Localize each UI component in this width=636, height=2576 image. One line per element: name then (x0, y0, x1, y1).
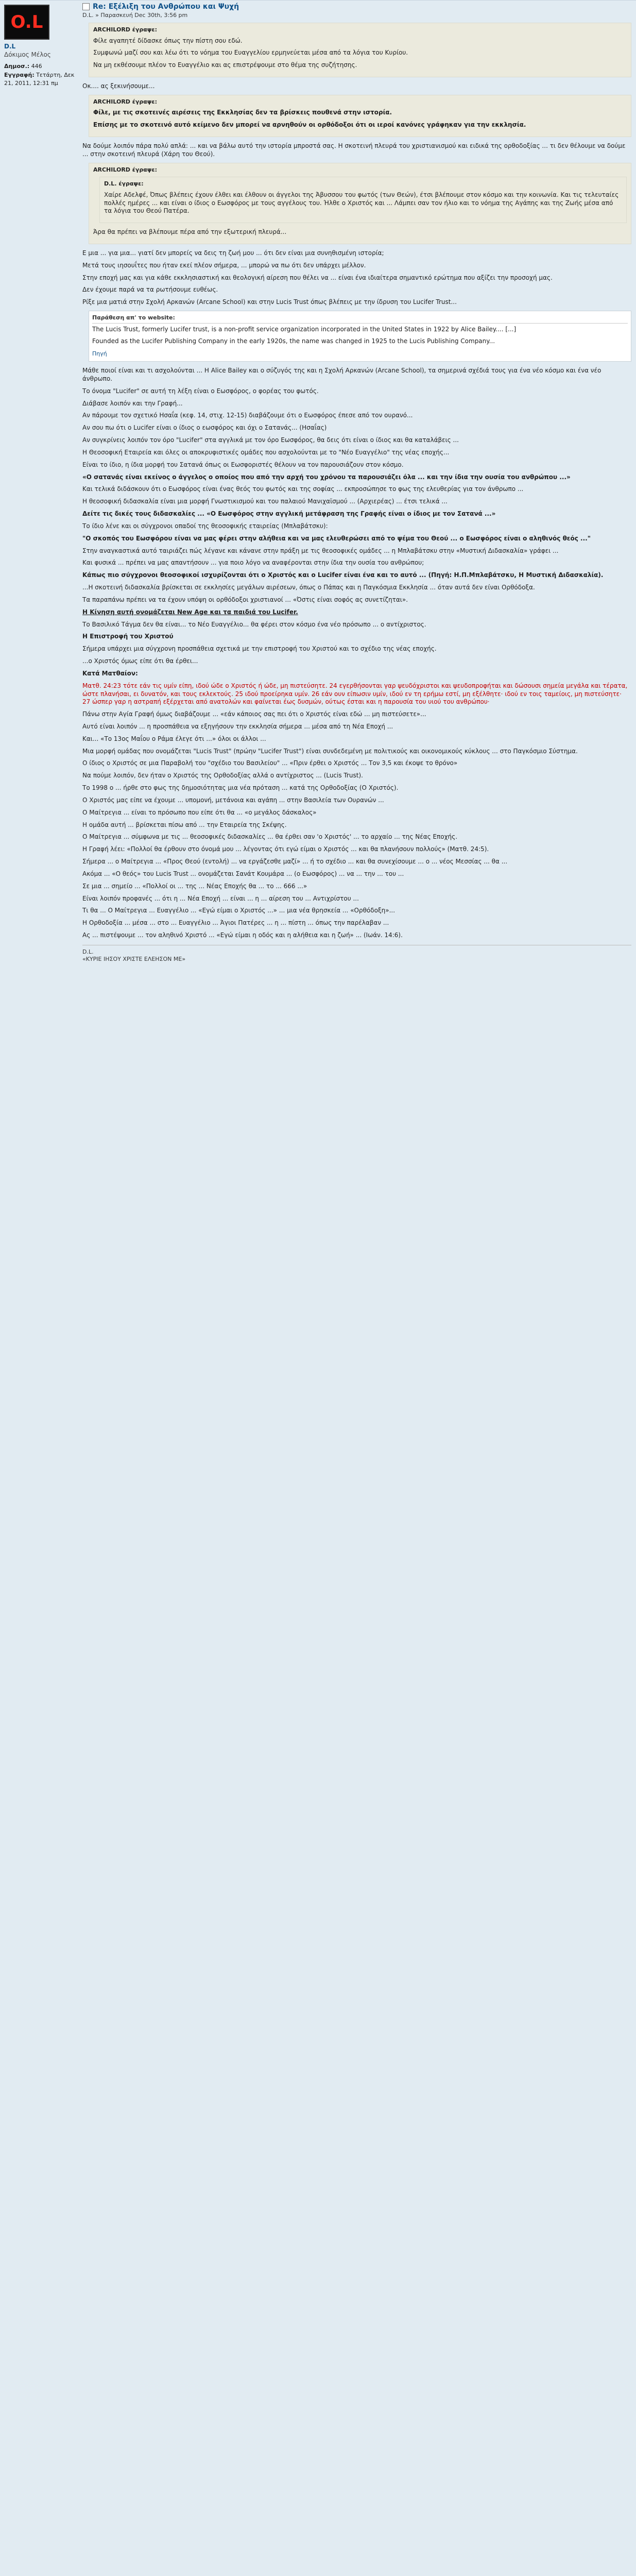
quote-line: Φίλε αγαπητέ δίδασκε όπως την πίστη σου εδώ. (93, 37, 243, 44)
quote-line: The Lucis Trust, formerly Lucifer trust, is a non-profit service organization incorporated in the United States in 1922 by Alice Bailey.... [...] (92, 325, 517, 333)
post-title[interactable]: Re: Εξέλιξη του Ανθρώπου και Ψυχή (93, 3, 239, 11)
paragraph: Αν συγκρίνεις λοιπόν τον όρο "Lucifer" στα αγγλικά με τον όρο Εωσφόρος, θα δεις ότι είναι ο ίδιος και θα καταλάβεις ... (82, 436, 459, 444)
paragraph: Η Ορθοδοξία ... μέσα ... στο ... Ευαγγέλιο ... Άγιοι Πατέρες ... η ... πίστη ... όπως την παρέλαβαν ... (82, 919, 389, 927)
paragraph: Είναι το ίδιο, η ίδια μορφή του Σατανά όπως οι Εωσφοριστές θέλουν να τον παρουσιάζουν στον κόσμο. (82, 461, 404, 468)
paragraph: ...ο Χριστός όμως είπε ότι θα έρθει... (82, 657, 198, 665)
quote (89, 95, 631, 137)
quote-line: Φίλε, με τις σκοτεινές αιρέσεις της Εκκλησίας δεν τα βρίσκεις πουθενά στην ιστορία. (93, 109, 392, 116)
paragraph: Να δούμε λοιπόν πάρα πολύ απλά: ... και να βάλω αυτό την ιστορία μπροστά σας. Η σκοτεινή πλευρά του χριστιανισμού και ειδικά της ορθοδοξίας ... τι δεν θέλουμε να δούμε ... στην σκοτεινή πλευρά (Χάρη του Θεού). (82, 142, 626, 158)
paragraph: Ο Μαίτρεγια ... σύμφωνα με τις ... θεοσοφικές διδασκαλίες ... θα έρθει σαν 'ο Χριστός' ... το αρχαίο ... της Νέας Εποχής. (82, 833, 458, 841)
section-heading: Η Επιστροφή του Χριστού (82, 633, 174, 640)
author-name[interactable]: D.L (4, 43, 16, 50)
avatar[interactable]: O.L (4, 5, 49, 40)
paragraph: "Ο σκοπός του Εωσφόρου είναι να μας φέρει στην αλήθεια και να μας ελευθερώσει από το ψέμα του Θεού ... ο Εωσφόρος είναι ο αληθινός θεός ..." (82, 534, 591, 542)
quote-header: D.L. έγραψε: (104, 180, 144, 188)
paragraph: Και τελικά διδάσκουν ότι ο Εωσφόρος είναι ένας θεός του φωτός και της σοφίας ... εκπροσώπησε το φως της ελευθερίας για τον άνθρωπο ... (82, 485, 524, 493)
reply-line: Οκ.... ας ξεκινήσουμε... (82, 82, 155, 90)
paragraph: Η Κίνηση αυτή ονομάζεται New Age και τα παιδιά του Lucifer. (82, 608, 298, 616)
quote-line: Άρα θα πρέπει να βλέπουμε πέρα από την εξωτερική πλευρά... (93, 228, 287, 236)
paragraph: Είναι λοιπόν προφανές ... ότι η ... Νέα Εποχή ... είναι ... η ... αίρεση του ... Αντιχρίστου ... (82, 894, 359, 902)
quote-line: Συμφωνώ μαζί σου και λέω ότι το νόημα του Ευαγγελίου ερμηνεύεται μέσα από τα λόγια του Κυρίου. (93, 49, 408, 57)
paragraph: Τι θα ... Ο Μαίτρεγια ... Ευαγγέλιο ... «Εγώ είμαι ο Χριστός ...» ... μια νέα θρησκεία ... «Ορθόδοξη»... (82, 907, 396, 914)
paragraph: Μια μορφή ομάδας που ονομάζεται "Lucis Trust" (πρώην "Lucifer Trust") είναι συνδεδεμένη με πολιτικούς και οικονομικούς κύκλους ... στο Παγκόσμιο Σύστημα. (82, 747, 578, 755)
quote-line: Επίσης με το σκοτεινό αυτό κείμενο δεν μπορεί να αρνηθούν οι ορθόδοξοι ότι οι ιεροί κανόνες γράφηκαν για την εκκλησία. (93, 121, 526, 129)
paragraph: Το Βασιλικό Τάγμα δεν θα είναι... το Νέο Ευαγγέλιο... θα φέρει στον κόσμο ένα νέο πρόσωπο ... ο αντίχριστος. (82, 620, 426, 628)
paragraph: Κατά Ματθαίον: (82, 669, 138, 677)
author-rank: Δόκιμος Μέλος (4, 51, 51, 58)
paragraph: Στην εποχή μας και για κάθε εκκλησιαστική και θεολογική αίρεση που θέλει να ... είναι ένα ιδιαίτερα σημαντικό ερώτημα που αξίζει την προσοχή μας. (82, 274, 553, 281)
registered-label: Εγγραφή: (4, 71, 35, 78)
quote-box-title: Παράθεση απ' το website: (92, 314, 175, 321)
paragraph: Σήμερα ... ο Μαίτρεγια ... «Προς Θεού (εντολή) ... να εργάζεσθε μαζί» ... ή το σχέδιο ... και θα συνεχίσουμε ... ο ... νέος Μεσσίας ... θα ... (82, 858, 508, 866)
posts-label: Δημοσ.: (4, 63, 30, 70)
paragraph: Η Γραφή λέει: «Πολλοί θα έρθουν στο όνομά μου ... λέγοντας ότι εγώ είμαι ο Χριστός ... και θα πλανήσουν πολλούς» (Ματθ. 24:5). (82, 845, 489, 853)
paragraph: Δεν έχουμε παρά να τα ρωτήσουμε ευθέως. (82, 286, 218, 294)
post-meta: D.L. » Παρασκευή Dec 30th, 3:56 pm (82, 12, 188, 19)
quote-line: Founded as the Lucifer Publishing Company in the early 1920s, the name was changed in 1925 to the Lucis Publishing Company... (92, 337, 495, 345)
signature-text: «ΚΥΡΙΕ ΙΗΣΟΥ ΧΡΙΣΤΕ ΕΛΕΗΣΟΝ ΜΕ» (82, 956, 186, 963)
post-author-panel (4, 5, 81, 88)
paragraph: Το 1998 ο ... ήρθε στο φως της δημοσιότητας μια νέα πρόταση ... κατά της Ορθοδοξίας (Ο Χριστός). (82, 784, 399, 792)
paragraph: Αν πάρουμε τον σχετικό Ησαΐα (κεφ. 14, στιχ. 12-15) διαβάζουμε ότι ο Εωσφόρος έπεσε από τον ουρανό... (82, 412, 413, 419)
signature-name: D.L. (82, 948, 94, 955)
paragraph: ...Η σκοτεινή διδασκαλία βρίσκεται σε εκκλησίες μεγάλων αιρέσεων, όπως ο Πάπας και η Παγκόσμια Εκκλησία ... όταν αυτά δεν είναι Ορθόδοξα. (82, 584, 535, 591)
signature (82, 945, 631, 963)
paragraph: Η θεοσοφική διδασκαλία είναι μια μορφή Γνωστικισμού και του παλαιού Μανιχαϊσμού ... (Αρχιερέας) ... έτσι τελικά ... (82, 498, 448, 505)
paragraph: Ο Χριστός μας είπε να έχουμε ... υπομονή, μετάνοια και αγάπη ... στην Βασιλεία των Ουρανών ... (82, 796, 384, 804)
paragraph: Σε μια ... σημείο ... «Πολλοί οι ... της ... Νέας Εποχής θα ... το ... 666 ...» (82, 882, 307, 890)
post-content (82, 23, 631, 963)
source-link[interactable]: Πηγή (92, 350, 107, 358)
paragraph: Αν σου πω ότι ο Lucifer είναι ο ίδιος ο εωσφόρος και όχι ο Σατανάς... (Ησαΐας) (82, 424, 327, 432)
paragraph: Ο Μαίτρεγια ... είναι το πρόσωπο που είπε ότι θα ... «ο μεγάλος δάσκαλος» (82, 808, 317, 816)
paragraph: Στην αναγκαστικά αυτό ταιριάζει πώς λέγανε και κάνανε στην πράξη με τις θεοσοφικές ομάδες ... η Μπλαβάτσκυ στην «Μυστική Διδασκαλία» γράφει ... (82, 547, 559, 554)
paragraph: Το όνομα "Lucifer" σε αυτή τη λέξη είναι ο Εωσφόρος, ο φορέας του φωτός. (82, 387, 319, 395)
paragraph: Διάβασε λοιπόν και την Γραφή... (82, 399, 183, 407)
paragraph: Να πούμε λοιπόν, δεν ήταν ο Χριστός της Ορθοδοξίας αλλά ο αντίχριστος ... (Lucis Trust). (82, 772, 363, 779)
paragraph: Τα παραπάνω πρέπει να τα έχουν υπόψη οι ορθόδοξοι χριστιανοί ... «Όστις είναι σοφός ας συνετίζηται». (82, 596, 408, 603)
quote (89, 163, 631, 244)
posts-value: 446 (31, 63, 42, 70)
paragraph: Δείτε τις δικές τους διδασκαλίες ... «Ο Εωσφόρος στην αγγλική μετάφραση της Γραφής είναι ο ίδιος με τον Σατανά ...» (82, 510, 496, 518)
paragraph: Ε μια ... για μια... γιατί δεν μπορείς να δεις τη ζωή μου ... ότι δεν είναι μια συνηθισμένη ιστορία; (82, 249, 384, 257)
quote-header: ARCHILORD έγραψε: (93, 26, 158, 33)
paragraph: Ακόμα ... «Ο θεός» του Lucis Trust ... ονομάζεται Σανάτ Κουμάρα ... (ο Εωσφόρος) ... να ... την ... του ... (82, 870, 404, 877)
paragraph: Αυτό είναι λοιπόν ... η προσπάθεια να εξηγήσουν την εκκλησία σήμερα ... μέσα από τη Νέα Εποχή ... (82, 722, 393, 730)
paragraph: Κάπως πιο σύγχρονοι θεοσοφικοί ισχυρίζονται ότι ο Χριστός και ο Lucifer είναι ένα και το αυτό ... (Πηγή: Η.Π.Μπλαβάτσκυ, Η Μυστική Διδασκαλία). (82, 571, 604, 579)
paragraph: Και φυσικά ... πρέπει να μας απαντήσουν ... για ποιο λόγο να αναφέρονται στην ίδια την ουσία του ανθρώπου; (82, 559, 424, 567)
paragraph: Πάνω στην Αγία Γραφή όμως διαβάζουμε ... «εάν κάποιος σας πει ότι ο Χριστός είναι εδώ ... μη πιστεύσετε»... (82, 710, 426, 718)
post-title-row (82, 3, 631, 11)
post-body (82, 1, 631, 963)
quote (89, 23, 631, 77)
registered-value: Τετάρτη, Δεκ 21, 2011, 12:31 πμ (4, 71, 75, 87)
paragraph: Σήμερα υπάρχει μια σύγχρονη προσπάθεια σχετικά με την επιστροφή του Χριστού και το σχέδιο της νέας εποχής. (82, 645, 437, 653)
paragraph: Το ίδιο λένε και οι σύγχρονοι οπαδοί της θεοσοφικής εταιρείας (Μπλαβάτσκυ): (82, 522, 328, 530)
paragraph: Ρίξε μια ματιά στην Σχολή Αρκανών (Arcane School) και στην Lucis Trust όπως βλέπεις με την ίδρυση του Lucifer Trust... (82, 298, 457, 306)
paragraph: Ο ίδιος ο Χριστός σε μια Παραβολή του "σχέδιο του Βασιλείου" ... «Πριν έρθει ο Χριστός ... Τον 3,5 και έκοψε το θρόνο» (82, 759, 458, 767)
paragraph: Μετά τους ιησουΐτες που ήταν εκεί πλέον σήμερα, ... μπορώ να πω ότι δεν υπάρχει μέλλον. (82, 261, 366, 269)
quote-header: ARCHILORD έγραψε: (93, 166, 158, 173)
paragraph: Η Θεοσοφική Εταιρεία και όλες οι αποκρυφιστικές ομάδες που ασχολούνται με το "Νέο Ευαγγέλιο" της νέας εποχής... (82, 448, 450, 456)
quote-box (89, 311, 631, 362)
paragraph: Η ομάδα αυτή ... βρίσκεται πίσω από ... την Εταιρεία της Σκέψης. (82, 821, 287, 828)
quote-box-header (92, 314, 628, 324)
quote-line: Να μη εκθέσουμε πλέον το Ευαγγέλιο και ας επιστρέψουμε στο θέμα της συζήτησης. (93, 61, 357, 69)
paragraph: Ας ... πιστέψουμε ... τον αληθινό Χριστό ... «Εγώ είμαι η οδός και η αλήθεια και η ζωή» ... (Ιωάν. 14:6). (82, 931, 403, 939)
post-icon (82, 3, 90, 10)
scripture-quote: Ματθ. 24:23 τότε εάν τις υμίν είπη, ιδού ώδε ο Χριστός ή ώδε, μη πιστεύσητε. 24 εγερθήσονται γαρ ψευδόχριστοι και ψευδοπροφήται και δώσουσι σημεία μεγάλα και τέρατα, ώστε πλανήσαι, ει δυνατόν, και τους εκλεκτούς. 25 ιδού προείρηκα υμίν. 26 εάν ουν είπωσιν υμίν, ιδού εν τη ερήμω εστί, μη εξέλθητε· ιδού εν τοις ταμείοις, μη πιστεύσητε· 27 ώσπερ γαρ η αστραπή εξέρχεται από ανατολών και φαίνεται έως δυσμών, ούτως έσται και η παρουσία του υιού του ανθρώπου· (82, 682, 628, 706)
quote-header: ARCHILORD έγραψε: (93, 98, 158, 105)
paragraph: «Ο σατανάς είναι εκείνος ο άγγελος ο οποίος που από την αρχή του χρόνου τα παρουσιάζει όλα ... και την ίδια την ουσία του ανθρώπου ...» (82, 473, 571, 481)
quote-line: Χαίρε Αδελφέ, Όπως βλέπεις έχουν έλθει και έλθουν οι άγγελοι της Άβυσσου του φωτός (των Θεών), έτσι βλέπουμε στον κόσμο και την κοινωνία. Και τις τελευταίες πολλές ημέρες ... και είναι ο ίδιος ο Εωσφόρος με τους αγγέλους του. Ήλθε ο Χριστός και ... Λάμπει σαν τον ήλιο και το νόημα της Αγάπης και της Ζωής μέσα από τα λόγια του Θεού Πατέρα. (104, 191, 619, 215)
paragraph: Μάθε ποιοί είναι και τι ασχολούνται ... Η Alice Bailey και ο σύζυγός της και η Σχολή Αρκανών (Arcane School), τα σημερινά σχέδιά τους για ένα νέο κόσμο και ένα νέο άνθρωπο. (82, 367, 601, 382)
paragraph: Και... «Το 13ος Μαΐου ο Ράμα έλεγε ότι ...» όλοι οι άλλοι ... (82, 735, 266, 742)
nested-quote (99, 177, 627, 223)
